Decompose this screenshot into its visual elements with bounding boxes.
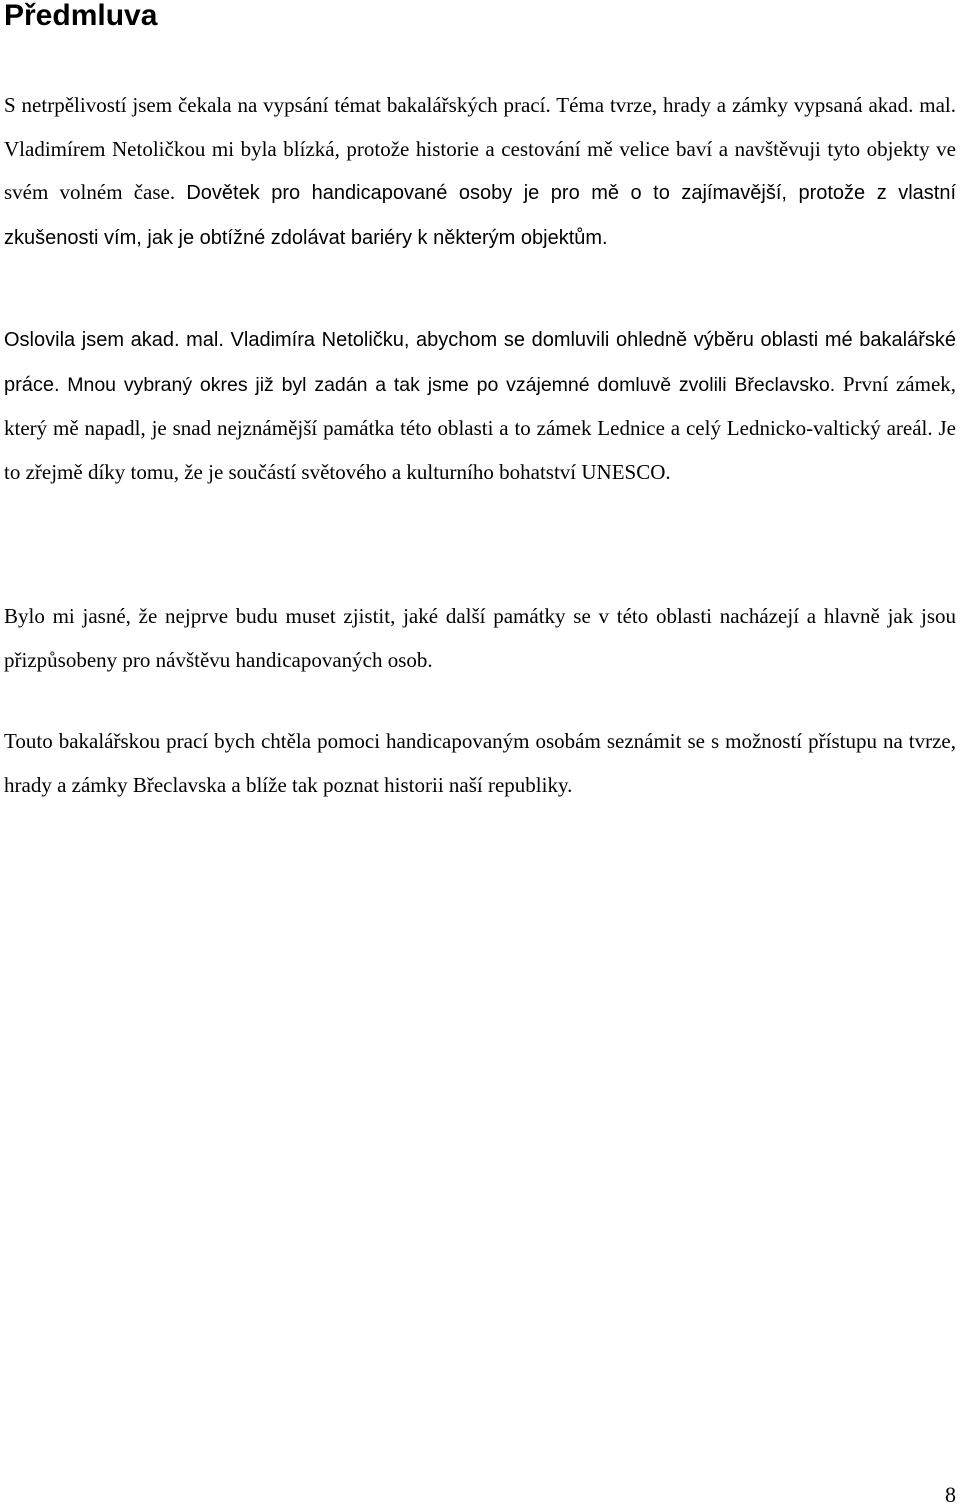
paragraph-text: Touto bakalářskou prací bych chtěla pomoci handicapovaným osobám seznámit se s možností přístupu na tvrze, hrady a zámky Břeclavska a blíže tak poznat historii naší republiky. bbox=[4, 729, 956, 797]
page-title: Předmluva bbox=[4, 0, 158, 32]
page-number: 8 bbox=[945, 1482, 956, 1507]
paragraph-text: Bylo mi jasné, že nejprve budu muset zjistit, jaké další památky se v této oblasti nacházejí a hlavně jak jsou přizpůsobeny pro návštěvu handicapovaných osob. bbox=[4, 604, 956, 672]
paragraph-motivation bbox=[4, 84, 956, 260]
paragraph-text: Oslovila jsem akad. mal. Vladimíra Netoličku, abychom se domluvili ohledně výběru oblasti mé bakalářské práce. bbox=[4, 329, 956, 396]
paragraph-topic-selection bbox=[4, 318, 956, 494]
paragraph-goal bbox=[4, 720, 956, 807]
paragraph-text: S netrpělivostí jsem čekala na vypsání témat bakalářských prací. Téma tvrze, hrady a zámky vypsaná akad. mal. Vladimírem Netoličkou mi byla blízká, protože historie a cestování mě velice baví a navštěvuji tyto objekty ve svém volném čase. bbox=[4, 93, 956, 204]
paragraph-text: Mnou vybraný okres již byl zadán a tak jsme po vzájemné domluvě zvolili Břeclavsko. bbox=[67, 373, 836, 396]
paragraph-text: První zámek, který mě napadl, je snad nejznámější památka této oblasti a to zámek Lednice a celý Lednicko-valtický areál. Je to zřejmě díky tomu, že je součástí světového a kulturního bohatství UNESCO. bbox=[4, 371, 957, 484]
paragraph-research-plan bbox=[4, 595, 956, 682]
paragraph-text: Dovětek pro handicapované osoby je pro mě o to zajímavější, protože z vlastní zkušenosti vím, jak je obtížné zdolávat bariéry k některým objektům. bbox=[4, 182, 957, 249]
